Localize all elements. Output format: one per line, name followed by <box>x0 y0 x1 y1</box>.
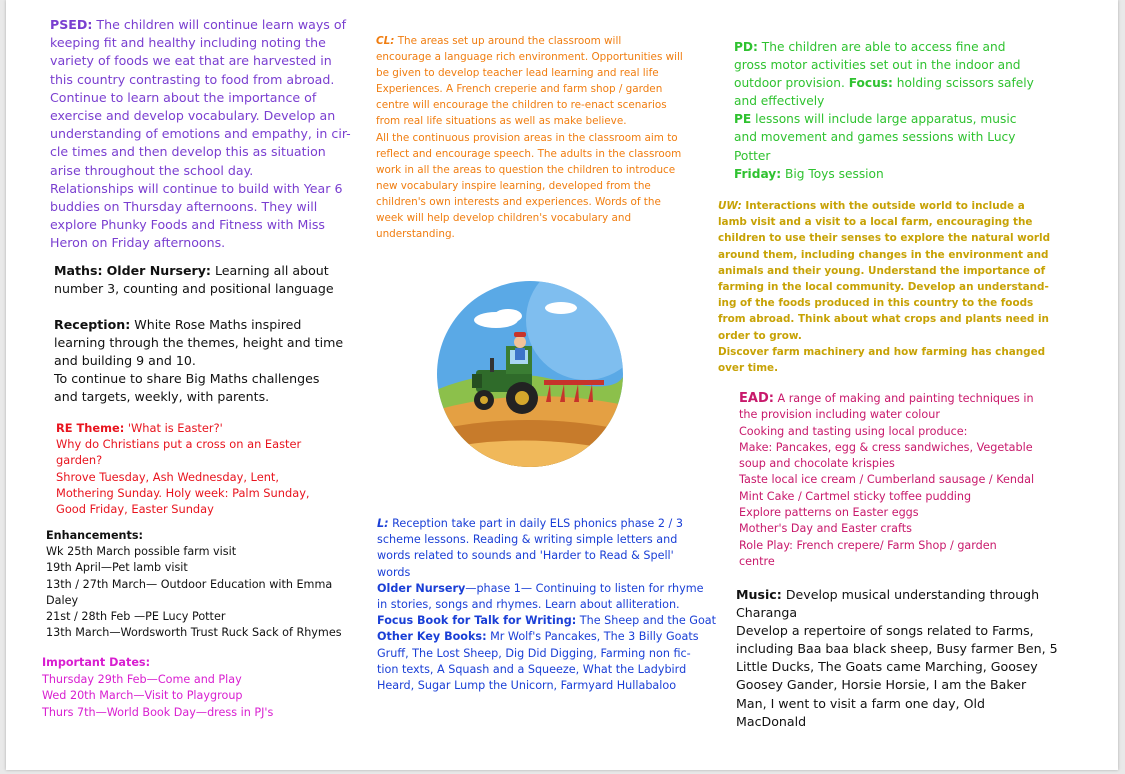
literacy-heading: L: <box>377 517 389 530</box>
music-line: MacDonald <box>736 713 807 729</box>
music-line: Develop musical understanding through <box>781 587 1040 602</box>
focus-book-heading: Focus Book for Talk for Writing: <box>377 614 577 628</box>
pd-line: Big Toys session <box>781 166 884 181</box>
re-section <box>56 420 356 517</box>
cl-line: new vocabulary inspire learning, developed from the <box>376 179 651 192</box>
uw-line: ing of the foods produced in this country to the foods <box>718 297 1034 310</box>
psed-line: this country contrasting to food from abroad. <box>50 71 335 87</box>
music-line: Develop a repertoire of songs related to Farms, <box>736 623 1034 639</box>
ead-line: Role Play: French crepere/ Farm Shop / garden <box>739 538 997 552</box>
reception-line: learning through the themes, height and time <box>54 335 344 350</box>
enhancements-section <box>46 528 376 641</box>
re-line: 'What is Easter?' <box>124 421 223 435</box>
ead-section <box>739 391 1055 570</box>
uw-line: Discover farm machinery and how farming has changed <box>718 345 1046 358</box>
pd-line: holding scissors safely <box>892 76 1034 91</box>
focus-heading: Focus: <box>848 76 893 91</box>
cl-line: All the continuous provision areas in the classroom aim to <box>376 131 678 144</box>
ead-line: Mother's Day and Easter crafts <box>739 522 912 536</box>
literacy-line: —phase 1— Continuing to listen for rhyme <box>465 581 704 595</box>
reception-heading: Reception: <box>54 317 131 332</box>
psed-line: exercise and develop vocabulary. Develop an <box>50 108 336 124</box>
pd-line: gross motor activities set out in the indoor and <box>734 58 1021 73</box>
enhancements-heading: Enhancements: <box>46 529 143 542</box>
pd-line: lessons will include large apparatus, music <box>751 112 1017 127</box>
re-line: Why do Christians put a cross on an Easter <box>56 437 302 452</box>
uw-section <box>718 198 1053 376</box>
ead-line: Make: Pancakes, egg & cress sandwiches, Vegetable <box>739 440 1033 454</box>
psed-line: keeping fit and healthy including noting the <box>50 35 326 51</box>
maths-text: Learning all about <box>210 263 329 278</box>
literacy-line: words related to sounds and 'Harder to Read & Spell' <box>377 549 674 563</box>
re-heading: RE Theme: <box>56 421 125 435</box>
reception-section <box>54 316 364 406</box>
enhancement-item: Wk 25th March possible farm visit <box>46 545 237 559</box>
re-line: garden? <box>56 453 103 468</box>
cl-line: week will help develop children's vocabulary and <box>376 212 632 225</box>
enhancement-item: 13th March—Wordsworth Trust Ruck Sack of Rhymes <box>46 626 342 640</box>
literacy-line: Heard, Sugar Lump the Unicorn, Farmyard Hullabaloo <box>377 679 677 693</box>
uw-line: lamb visit and a visit to a local farm, encouraging the <box>718 216 1033 229</box>
enhancement-item: 19th April—Pet lamb visit <box>46 561 188 575</box>
reception-line: and building 9 and 10. <box>54 353 196 368</box>
psed-line: buddies on Thursday afternoons. They will <box>50 199 318 215</box>
literacy-line: Gruff, The Lost Sheep, Dig Did Digging, Farming non fic- <box>377 646 691 660</box>
music-line: including Baa baa black sheep, Busy farmer Ben, 5 <box>736 641 1058 657</box>
ead-heading: EAD: <box>739 391 774 406</box>
reception-line: To continue to share Big Maths challenges <box>54 371 320 386</box>
uw-line: animals and their young. Understand the importance of <box>718 264 1046 277</box>
pd-line: and movement and games sessions with Lucy <box>734 130 1016 145</box>
music-line: Charanga <box>736 605 798 621</box>
psed-heading: PSED: <box>50 17 93 32</box>
ead-line: Taste local ice cream / Cumberland sausage / Kendal <box>739 473 1035 487</box>
ead-line: A range of making and painting techniques in <box>773 392 1034 405</box>
pd-line: outdoor provision. <box>734 76 849 91</box>
cl-line: reflect and encourage speech. The adults in the classroom <box>376 147 682 160</box>
enhancement-item: 21st / 28th Feb —PE Lucy Potter <box>46 610 226 624</box>
maths-heading: Maths: <box>54 263 103 278</box>
older-nursery-heading: Older Nursery <box>377 581 466 595</box>
uw-line: children to use their senses to explore the natural world <box>718 232 1051 245</box>
uw-line: Interactions with the outside world to include a <box>741 200 1025 212</box>
cl-heading: CL: <box>376 35 395 47</box>
uw-line: from abroad. Think about what crops and plants need in <box>718 313 1049 326</box>
psed-section <box>50 16 368 253</box>
literacy-line: tion texts, A Squash and a Squeeze, What the Ladybird <box>377 662 687 676</box>
uw-line: around them, including changes in the environment and <box>718 248 1049 261</box>
music-line: Little Ducks, The Goats came Marching, Goosey <box>736 659 1038 675</box>
music-line: Goosey Gander, Horsie Horsie, I am the Baker <box>736 677 1027 693</box>
reception-line: and targets, weekly, with parents. <box>54 389 270 404</box>
music-line: Man, I went to visit a farm one day, Old <box>736 695 985 711</box>
ead-line: the provision including water colour <box>739 408 940 422</box>
cl-line: Experiences. A French creperie and farm shop / garden <box>376 83 663 96</box>
cl-line: from real life situations as well as make believe. <box>376 115 627 128</box>
farmer-on-tractor-icon <box>436 280 624 468</box>
ead-line: soup and chocolate krispies <box>739 457 895 471</box>
literacy-line: scheme lessons. Reading & writing simple letters and <box>377 533 678 547</box>
cl-line: centre will encourage the children to re-enact scenarios <box>376 99 667 112</box>
date-item: Thursday 29th Feb—Come and Play <box>42 672 242 686</box>
psed-line: Heron on Friday afternoons. <box>50 235 226 251</box>
re-line: Mothering Sunday. Holy week: Palm Sunday, <box>56 485 310 500</box>
psed-line: cle times and then develop this as situation <box>50 144 326 160</box>
pe-heading: PE <box>734 112 752 127</box>
enhancement-item: 13th / 27th March— Outdoor Education with Emma <box>46 577 333 591</box>
uw-heading: UW: <box>718 200 742 212</box>
maths-section <box>54 262 354 298</box>
date-item: Wed 20th March—Visit to Playgroup <box>42 689 243 703</box>
literacy-line: in stories, songs and rhymes. Learn about alliteration. <box>377 598 680 612</box>
uw-line: order to grow. <box>718 329 802 342</box>
ead-line: Cooking and tasting using local produce: <box>739 424 968 438</box>
literacy-line: words <box>377 565 411 579</box>
reception-line: White Rose Maths inspired <box>130 317 302 332</box>
enhancement-item: Daley <box>46 593 79 607</box>
ead-line: centre <box>739 554 775 568</box>
curriculum-page <box>6 0 1118 770</box>
focus-book-text: The Sheep and the Goat <box>576 614 717 628</box>
pd-line: Potter <box>734 148 771 163</box>
psed-line: arise throughout the school day. <box>50 162 254 178</box>
re-line: Shrove Tuesday, Ash Wednesday, Lent, <box>56 469 280 484</box>
cl-line: The areas set up around the classroom will <box>394 35 622 47</box>
re-line: Good Friday, Easter Sunday <box>56 502 214 517</box>
friday-heading: Friday: <box>734 166 782 181</box>
cl-line: work in all the areas to question the children to introduce <box>376 163 676 176</box>
psed-line: Relationships will continue to build with Year 6 <box>50 180 343 196</box>
important-dates-heading: Important Dates: <box>42 656 151 669</box>
uw-line: farming in the local community. Develop an understand- <box>718 281 1049 294</box>
literacy-line: Reception take part in daily ELS phonics phase 2 / 3 <box>388 517 683 530</box>
maths-text: number 3, counting and positional language <box>54 281 334 296</box>
important-dates-section <box>42 655 362 721</box>
psed-line: explore Phunky Foods and Fitness with Miss <box>50 217 325 233</box>
cl-line: understanding. <box>376 228 455 241</box>
psed-line: Continue to learn about the importance of <box>50 89 317 105</box>
psed-line: understanding of emotions and empathy, in cir- <box>50 126 351 142</box>
other-books-heading: Other Key Books: <box>377 630 487 644</box>
ead-line: Explore patterns on Easter eggs <box>739 506 919 520</box>
cl-section <box>376 33 721 242</box>
cl-line: be given to develop teacher lead learning and real life <box>376 67 659 80</box>
music-section <box>736 586 1066 731</box>
literacy-line: Mr Wolf's Pancakes, The 3 Billy Goats <box>486 630 699 644</box>
pd-heading: PD: <box>734 40 758 54</box>
pd-line: and effectively <box>734 94 825 109</box>
older-nursery-heading: Older Nursery: <box>106 263 211 278</box>
date-item: Thurs 7th—World Book Day—dress in PJ's <box>42 705 274 719</box>
psed-line: variety of foods we eat that are harvested in <box>50 53 332 69</box>
ead-line: Mint Cake / Cartmel sticky toffee pudding <box>739 489 972 503</box>
cl-line: children's own interests and experiences. Words of the <box>376 195 661 208</box>
uw-line: over time. <box>718 362 779 375</box>
literacy-section <box>377 516 722 694</box>
music-heading: Music: <box>736 587 782 602</box>
cl-line: encourage a language rich environment. Opportunities will <box>376 51 683 64</box>
pd-section <box>734 38 1052 183</box>
pd-line: The children are able to access fine and <box>757 40 1006 54</box>
psed-line: The children will continue learn ways of <box>92 17 347 32</box>
